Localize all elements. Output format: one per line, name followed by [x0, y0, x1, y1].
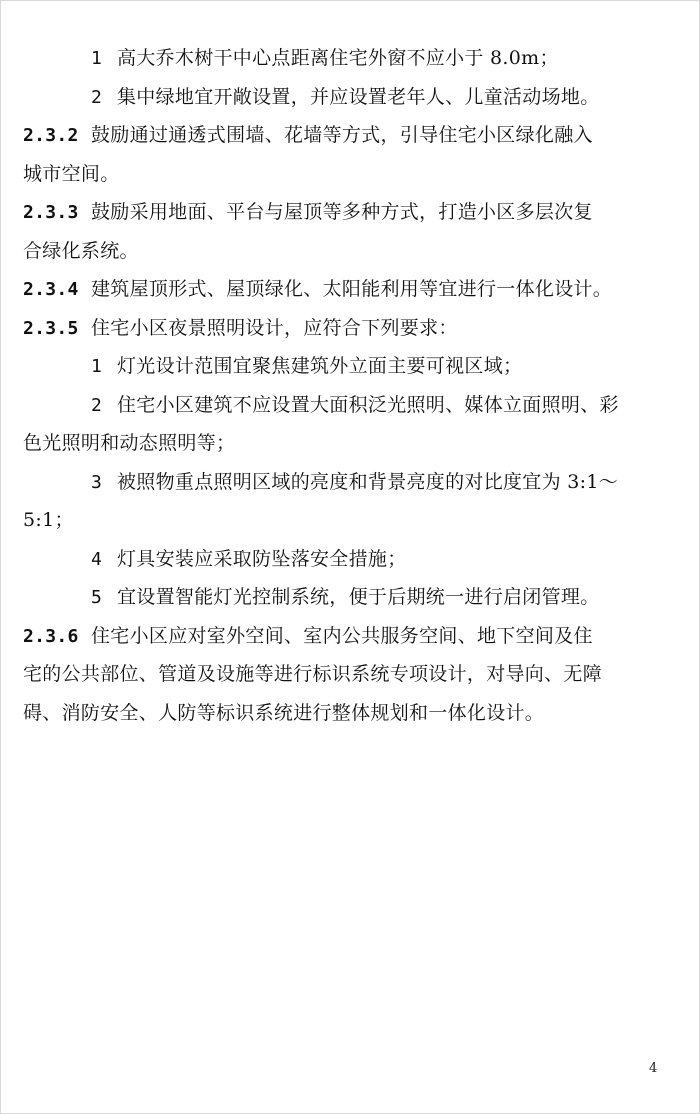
item-number: 5 — [91, 587, 103, 608]
clause-text: 建筑屋顶形式、屋顶绿化、太阳能利用等宜进行一体化设计。 — [91, 278, 613, 300]
continuation-line — [23, 155, 663, 194]
clause-heading — [23, 193, 663, 232]
list-item — [23, 78, 663, 117]
clause-number: 2.3.6 — [23, 625, 79, 647]
item-number: 3 — [91, 471, 103, 493]
clause-heading — [23, 270, 663, 309]
clause-number: 2.3.3 — [23, 202, 79, 223]
continuation-line — [23, 424, 663, 463]
item-text: 被照物重点照明区域的亮度和背景亮度的对比度宜为 3:1～ — [117, 470, 619, 493]
list-item — [23, 540, 663, 579]
continuation-line — [23, 501, 663, 540]
item-number: 2 — [91, 394, 103, 416]
continuation-text: 碍、消防安全、人防等标识系统进行整体规划和一体化设计。 — [23, 701, 545, 724]
list-item — [23, 39, 663, 78]
continuation-text: 城市空间。 — [23, 162, 120, 185]
clause-number: 2.3.5 — [23, 317, 79, 339]
document-body — [23, 39, 663, 732]
item-text: 灯具安装应采取防坠落安全措施； — [117, 547, 407, 570]
clause-number: 2.3.4 — [23, 279, 79, 300]
item-text: 宜设置智能灯光控制系统，便于后期统一进行启闭管理。 — [117, 586, 600, 608]
item-number: 1 — [91, 356, 103, 377]
continuation-text: 宅的公共部位、管道及设施等进行标识系统专项设计，对导向、无障 — [23, 663, 603, 685]
list-item — [23, 463, 663, 502]
continuation-text: 5:1； — [23, 509, 74, 531]
continuation-line — [23, 232, 663, 271]
continuation-line — [23, 694, 663, 733]
item-number: 4 — [91, 548, 103, 570]
clause-number: 2.3.2 — [23, 125, 79, 146]
continuation-text: 色光照明和动态照明等； — [23, 432, 236, 454]
item-text: 灯光设计范围宜聚焦建筑外立面主要可视区域； — [117, 355, 523, 377]
continuation-text: 合绿化系统。 — [23, 239, 139, 262]
page-number: 4 — [649, 1061, 658, 1076]
clause-text: 鼓励通过通透式围墙、花墙等方式，引导住宅小区绿化融入 — [91, 124, 593, 146]
clause-text: 住宅小区夜景照明设计，应符合下列要求： — [91, 316, 458, 339]
clause-heading — [23, 617, 663, 656]
clause-heading — [23, 309, 663, 348]
continuation-line — [23, 655, 663, 694]
list-item — [23, 578, 663, 617]
clause-text: 鼓励采用地面、平台与屋顶等多种方式，打造小区多层次复 — [91, 201, 593, 223]
clause-heading — [23, 116, 663, 155]
item-number: 1 — [91, 48, 103, 69]
list-item — [23, 347, 663, 386]
item-text: 集中绿地宜开敞设置，并应设置老年人、儿童活动场地。 — [117, 85, 600, 108]
clause-text: 住宅小区应对室外空间、室内公共服务空间、地下空间及住 — [91, 624, 593, 647]
item-text: 高大乔木树干中心点距离住宅外窗不应小于 8.0m； — [117, 47, 559, 69]
list-item — [23, 386, 663, 425]
item-text: 住宅小区建筑不应设置大面积泛光照明、媒体立面照明、彩 — [117, 393, 619, 416]
item-number: 2 — [91, 86, 103, 108]
